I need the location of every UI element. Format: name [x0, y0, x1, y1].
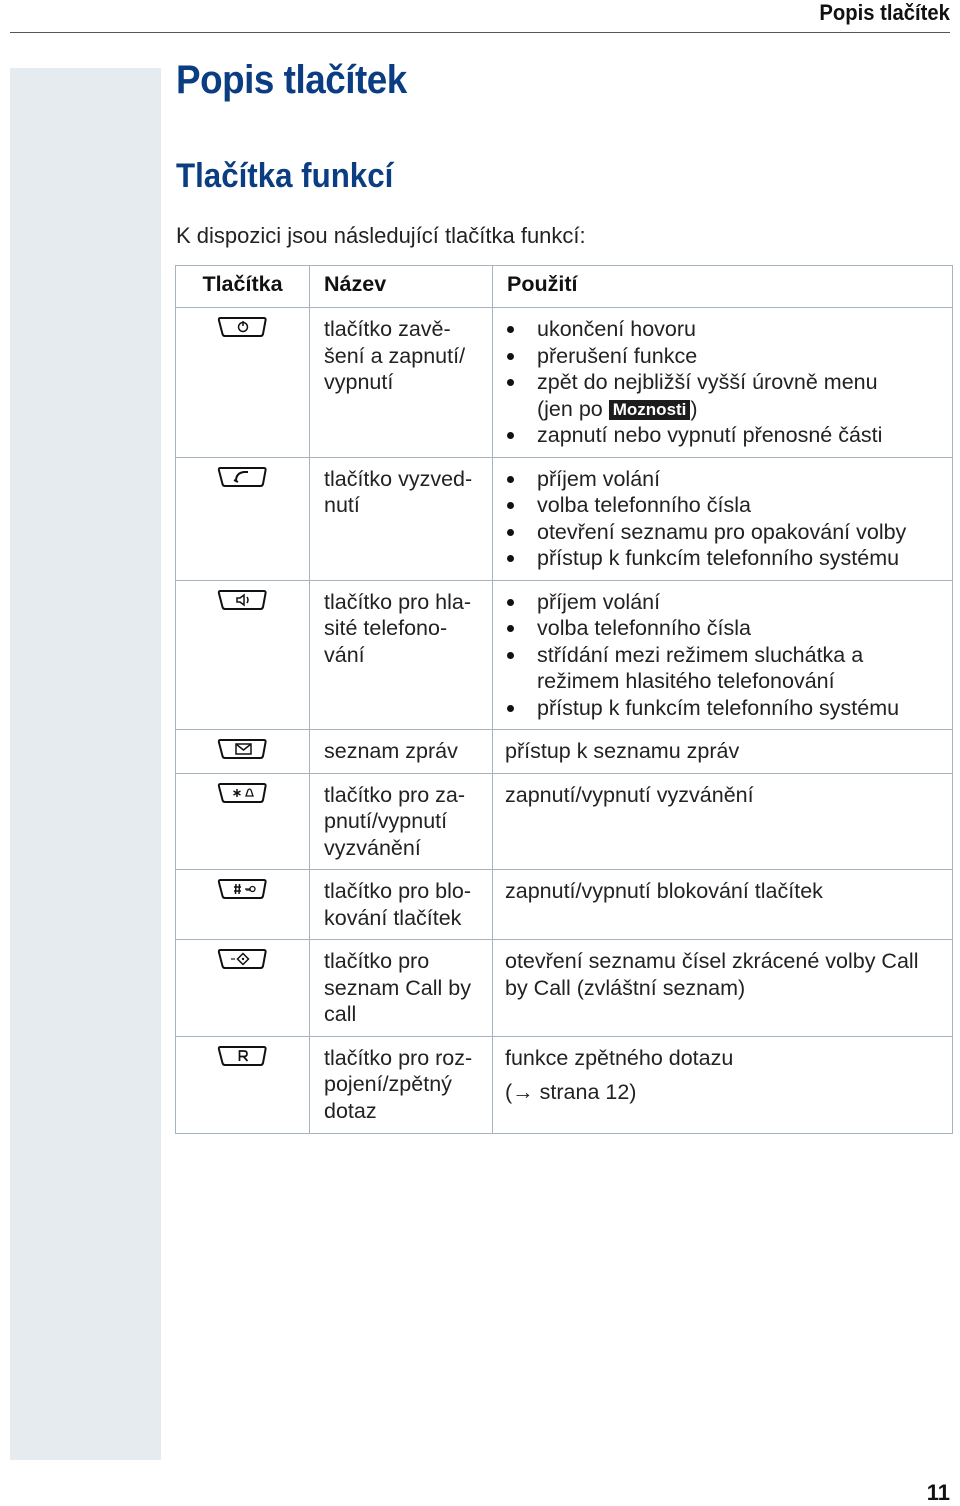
use-text: funkce zpětného dotazu	[505, 1045, 734, 1070]
header-name: Název	[310, 266, 493, 308]
table-row	[176, 773, 953, 870]
table-row	[176, 870, 953, 940]
key-cell	[176, 308, 310, 458]
call-by-call-key-icon	[217, 947, 269, 971]
list-item: ukončení hovoru	[505, 316, 946, 343]
name-cell: tlačítko pro blo-kování tlačítek	[310, 870, 493, 940]
page-title: Popis tlačítek	[176, 58, 407, 102]
margin-band	[10, 68, 161, 1460]
key-cell	[176, 580, 310, 730]
list-item: volba telefonního čísla	[505, 492, 946, 519]
use-cell: přístup k seznamu zpráv	[493, 730, 953, 774]
star-ringer-key-icon	[217, 781, 269, 805]
ref-open: (	[505, 1080, 513, 1104]
recall-r-key-icon	[217, 1044, 269, 1068]
running-header: Popis tlačítek	[819, 0, 950, 25]
use-cell	[493, 308, 953, 458]
name-cell: tlačítko pro seznam Call by call	[310, 940, 493, 1037]
list-item: přerušení funkce	[505, 343, 946, 370]
softkey-moznosti: Moznosti	[609, 400, 691, 420]
table-row	[176, 308, 953, 458]
name-cell: tlačítko vyzved-nutí	[310, 457, 493, 580]
use-cell: zapnutí/vypnutí vyzvánění	[493, 773, 953, 870]
use-cell	[493, 580, 953, 730]
key-cell	[176, 1036, 310, 1133]
name-cell: tlačítko pro hla-sité telefono-vání	[310, 580, 493, 730]
use-text: )	[690, 396, 698, 421]
intro-text: K dispozici jsou následující tlačítka funkcí:	[176, 223, 586, 248]
section-title: Tlačítka funkcí	[176, 157, 394, 195]
name-cell: tlačítko zavě-šení a zapnutí/ vypnutí	[310, 308, 493, 458]
page-reference	[505, 1079, 946, 1106]
table-row	[176, 457, 953, 580]
list-item: otevření seznamu pro opakování volby	[505, 519, 946, 546]
table-header-row	[176, 266, 953, 308]
page-number: 11	[926, 1480, 950, 1505]
hang-up-power-key-icon	[217, 315, 269, 339]
header-keys: Tlačítka	[176, 266, 310, 308]
use-text: (jen po	[537, 396, 603, 421]
list-item: příjem volání	[505, 466, 946, 493]
table-row	[176, 1036, 953, 1133]
table-row	[176, 730, 953, 774]
function-keys-table	[175, 265, 953, 1134]
arrow-right-icon: →	[512, 1080, 534, 1104]
table-row	[176, 580, 953, 730]
table-row	[176, 940, 953, 1037]
use-cell	[493, 1036, 953, 1133]
header-divider	[10, 32, 950, 33]
key-cell	[176, 457, 310, 580]
list-item	[505, 369, 946, 422]
key-cell	[176, 940, 310, 1037]
key-cell	[176, 730, 310, 774]
list-item: zapnutí nebo vypnutí přenosné části	[505, 422, 946, 449]
list-item: střídání mezi režimem sluchátka a režimem hlasitého telefonování	[505, 642, 946, 695]
use-cell: zapnutí/vypnutí blokování tlačítek	[493, 870, 953, 940]
hash-lock-key-icon	[217, 877, 269, 901]
name-cell: tlačítko pro za-pnutí/vypnutí vyzvánění	[310, 773, 493, 870]
key-cell	[176, 870, 310, 940]
talk-key-icon	[217, 465, 269, 489]
page-link[interactable]: strana 12)	[539, 1080, 637, 1104]
message-key-icon	[217, 737, 269, 761]
speaker-key-icon	[217, 588, 269, 612]
header-use: Použití	[493, 266, 953, 308]
list-item: příjem volání	[505, 589, 946, 616]
key-cell	[176, 773, 310, 870]
list-item: volba telefonního čísla	[505, 615, 946, 642]
list-item: přístup k funkcím telefonního systému	[505, 545, 946, 572]
name-cell: tlačítko pro roz-pojení/zpětný dotaz	[310, 1036, 493, 1133]
name-cell: seznam zpráv	[310, 730, 493, 774]
use-cell	[493, 457, 953, 580]
list-item: přístup k funkcím telefonního systému	[505, 695, 946, 722]
use-text: zpět do nejbližší vyšší úrovně menu	[537, 370, 878, 394]
use-cell: otevření seznamu čísel zkrácené volby Call by Call (zvláštní seznam)	[493, 940, 953, 1037]
